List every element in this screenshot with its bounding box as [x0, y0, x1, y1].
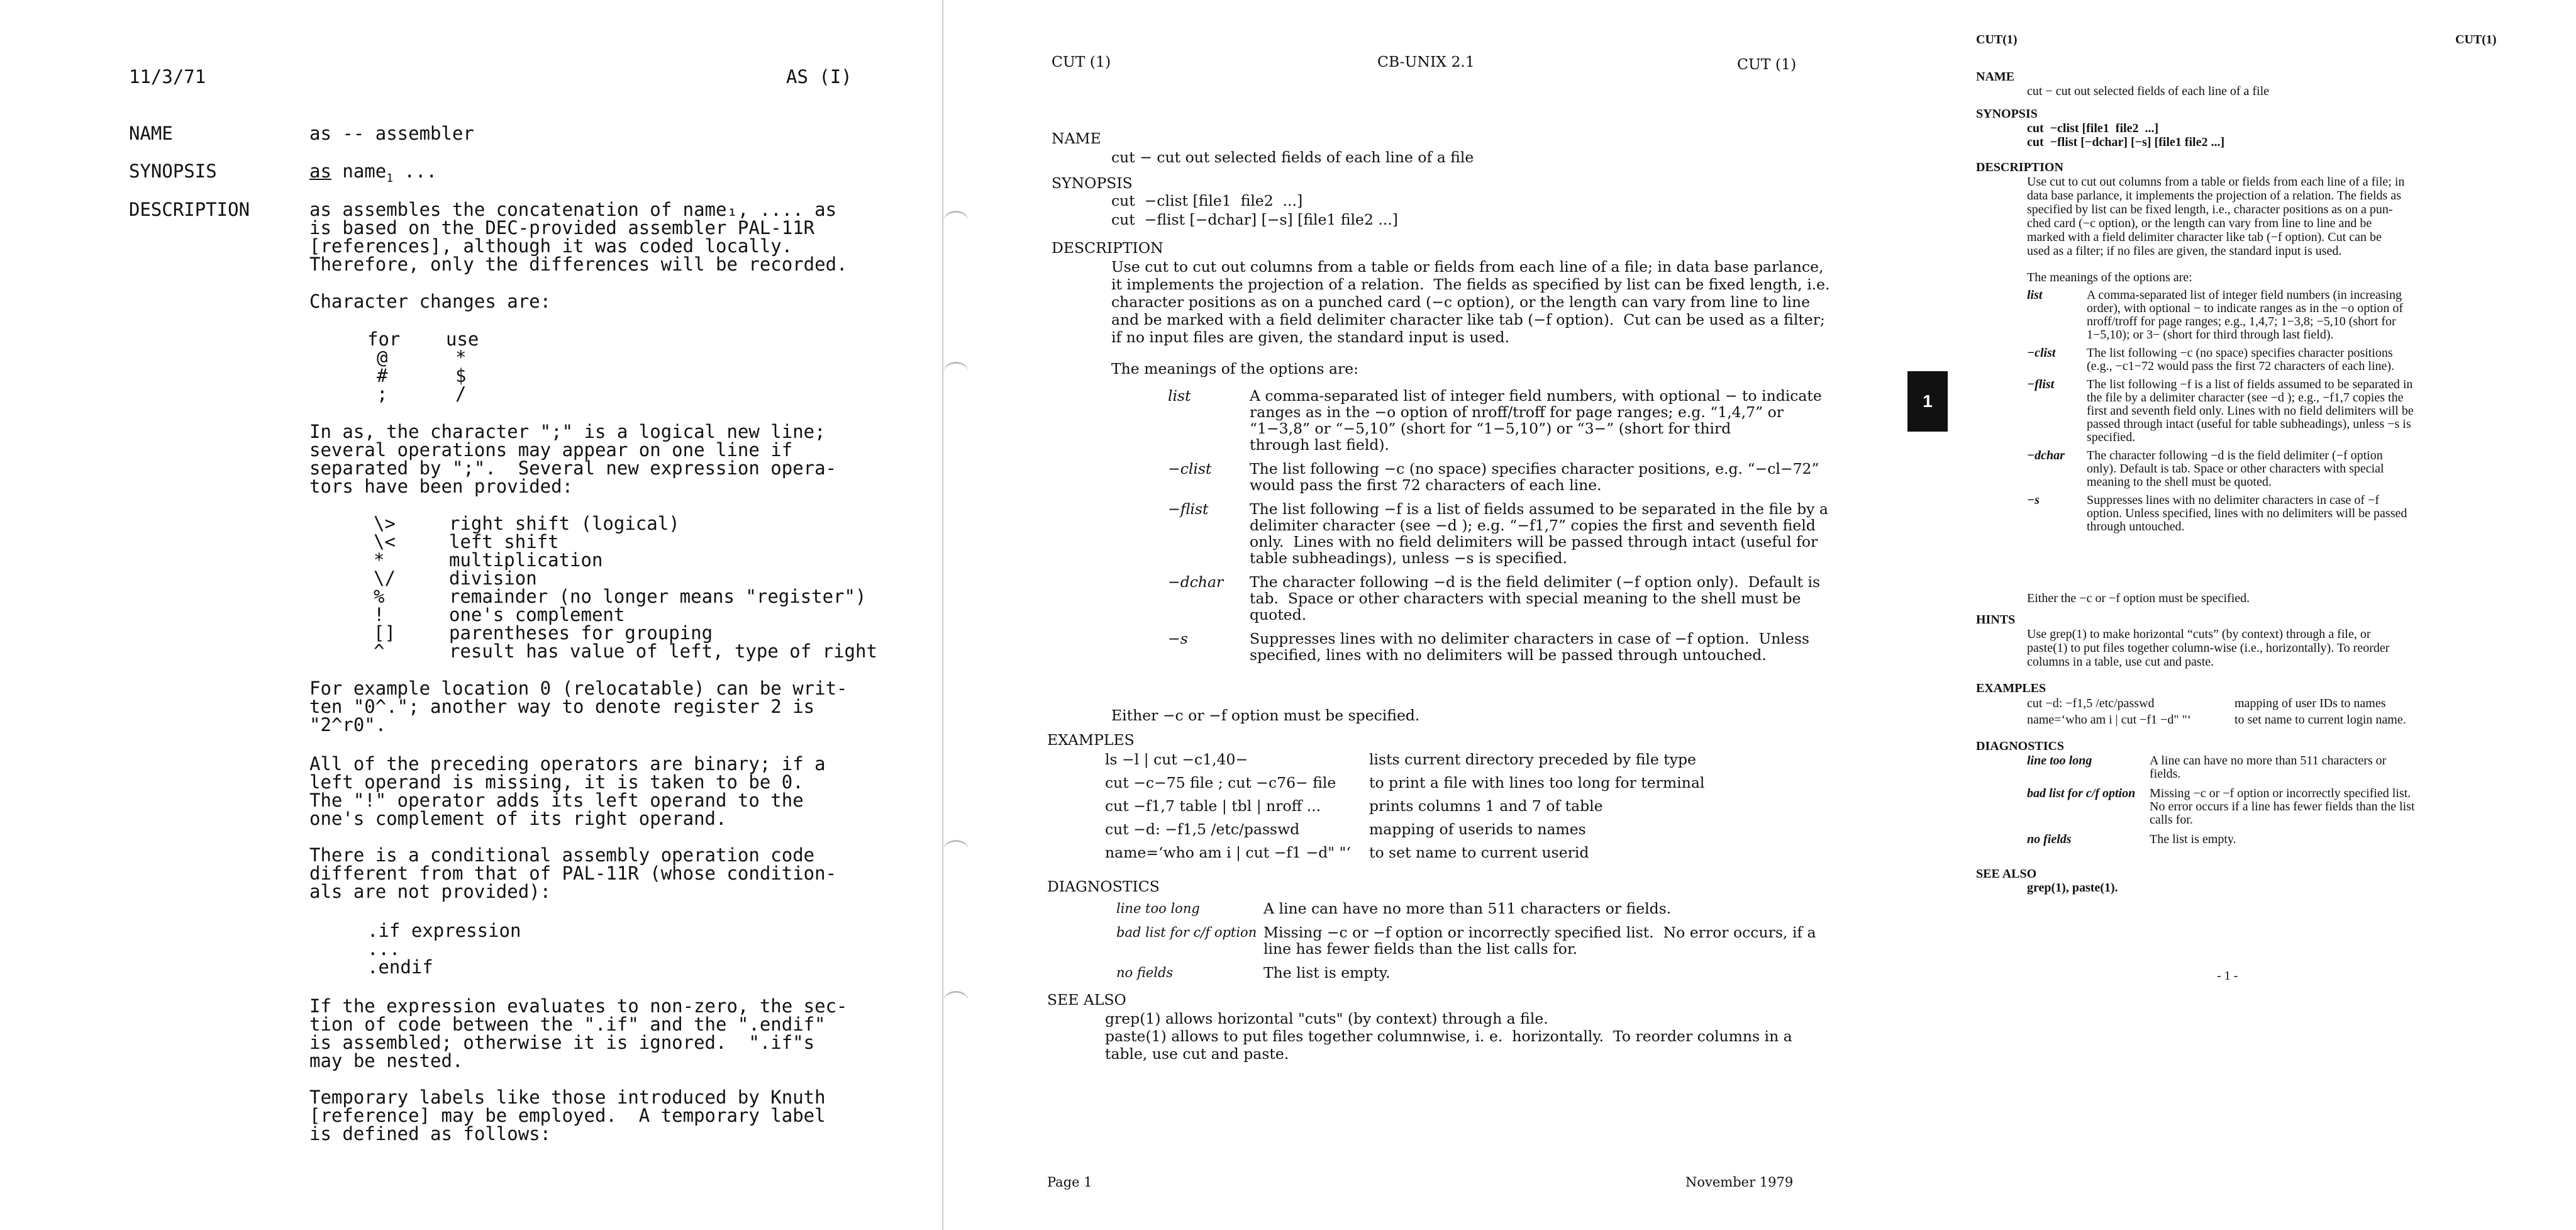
paragraph-line: tion of code between the ".if" and the ".endif" — [309, 1014, 826, 1035]
char-changes-text: Character changes are: — [309, 291, 552, 312]
option-line: only). Default is tab. Space or other characters with special — [2087, 462, 2384, 476]
option-line: specified, lines with no delimiters will be passed through untouched. — [1250, 646, 1767, 664]
for-cell: for — [367, 328, 401, 350]
synopsis-heading: SYNOPSIS — [1052, 174, 1133, 192]
footer-right: November 1979 — [1685, 1175, 1794, 1190]
operator-row — [367, 624, 931, 642]
paragraph-line: For example location 0 (relocatable) can be writ- — [309, 678, 848, 699]
paragraph-line: may be nested. — [309, 1050, 464, 1071]
header-left: CUT (1) — [1052, 53, 1111, 70]
example-description: to set name to current login name. — [2235, 713, 2406, 727]
paragraph-line: different from that of PAL-11R (whose condition- — [309, 863, 837, 884]
operator-symbol: ^ — [374, 640, 385, 662]
operator-symbol: \> — [374, 513, 396, 534]
example-description: mapping of userids to names — [1369, 820, 1586, 838]
header-center: CB-UNIX 2.1 — [1377, 53, 1475, 70]
meanings-text: The meanings of the options are: — [2027, 271, 2192, 284]
diagnostic-line: The list is empty. — [2150, 832, 2236, 846]
option-line: The character following −d is the field delimiter (−f option — [2087, 449, 2383, 462]
description-body — [309, 201, 848, 274]
diagnostic-term: line too long — [2027, 754, 2092, 768]
diagnostic-line: The list is empty. — [1263, 964, 1391, 981]
operator-row — [367, 533, 931, 551]
if-block-line: ... — [367, 938, 401, 959]
synopsis-heading: SYNOPSIS — [129, 160, 217, 182]
description-line: it implements the projection of a relation. The fields as specified by list can be fixed length, i.e. — [1111, 276, 1830, 293]
operator-row — [367, 551, 931, 569]
option-line: tab. Space or other characters with special meaning to the shell must be — [1250, 590, 1801, 607]
description-heading: DESCRIPTION — [1976, 160, 2063, 174]
paragraph-line: separated by ";". Several new expression opera- — [309, 457, 837, 479]
example-description: to set name to current userid — [1369, 844, 1589, 861]
example-description: to print a file with lines too long for terminal — [1369, 774, 1705, 791]
description-heading: DESCRIPTION — [1052, 239, 1163, 257]
see-also-line: table, use cut and paste. — [1105, 1045, 1289, 1063]
paragraph-line: In as, the character ";" is a logical new line; — [309, 421, 826, 442]
either-text: Either the −c or −f option must be specified. — [2027, 591, 2250, 605]
name-text: cut − cut out selected fields of each line of a file — [2027, 84, 2270, 98]
name-heading: NAME — [1052, 130, 1101, 147]
option-term: −dchar — [2027, 449, 2065, 462]
use-cell: * — [455, 347, 467, 368]
option-line: only. Lines with no field delimiters will be passed through intact (useful for — [1250, 533, 1818, 551]
option-line: The list following −c (no space) specifies character positions, e.g. “−cl−72” — [1250, 460, 1819, 478]
option-line: would pass the first 72 characters of each line. — [1250, 476, 1602, 494]
paragraph-line: tors have been provided: — [309, 476, 574, 497]
for-cell: @ — [377, 347, 388, 368]
description-line: is based on the DEC-provided assembler PAL-11R — [309, 217, 815, 238]
see-also-heading: SEE ALSO — [1976, 867, 2037, 881]
description-line: if no input files are given, the standard input is used. — [1111, 328, 1510, 346]
description-body — [2027, 175, 2404, 258]
diagnostic-term: no fields — [2027, 832, 2072, 846]
hints-line: Use grep(1) to make horizontal “cuts” (by context) through a file, or — [2027, 627, 2371, 641]
meanings-text: The meanings of the options are: — [1111, 360, 1359, 377]
for-use-row — [367, 367, 531, 385]
operator-symbol: \/ — [374, 567, 396, 589]
operator-symbol: % — [374, 586, 385, 607]
option-line: option. Unless specified, lines with no delimiters will be passed — [2087, 506, 2407, 520]
diagnostic-line: calls for. — [2150, 813, 2193, 827]
operator-symbol: [] — [374, 622, 396, 644]
example-command: ls −l | cut −c1,40− — [1105, 751, 1248, 768]
if-block — [367, 922, 521, 976]
example-paragraph — [309, 679, 848, 734]
examples-table — [2027, 696, 2505, 734]
option-line: order), with optional − to indicate ranges as in the −o option of — [2087, 301, 2403, 315]
description-line: Therefore, only the differences will be recorded. — [309, 254, 848, 275]
option-term: list — [2027, 288, 2043, 302]
description-line: [references], although it was coded locally. — [309, 235, 793, 257]
diagnostic-term: bad list for c/f option — [2027, 786, 2136, 800]
description-line: Use cut to cut out columns from a table or fields from each line of a file; in — [2027, 175, 2405, 189]
paragraph-line: left operand is missing, it is taken to be 0. — [309, 771, 804, 793]
operator-row — [367, 642, 931, 661]
page-title: AS (I) — [786, 66, 852, 87]
diagnostics-heading: DIAGNOSTICS — [1047, 878, 1160, 895]
page-cut-typeset — [1846, 0, 2576, 1230]
option-line: specified. — [2087, 430, 2136, 444]
operator-row — [367, 569, 931, 588]
name-text: cut − cut out selected fields of each line of a file — [1111, 148, 1474, 166]
diagnostic-term: no fields — [1116, 965, 1174, 980]
example-command: name=‘who am i | cut −f1 −d" "‘ — [1105, 844, 1351, 861]
synopsis-2: cut −flist [−dchar] [−s] [file1 file2 ...] — [1111, 211, 1398, 228]
option-line: through untouched. — [2087, 520, 2185, 534]
diagnostic-line: A line can have no more than 511 characters or fields. — [1263, 900, 1672, 917]
for-use-row — [367, 385, 531, 403]
name-text: as -- assembler — [309, 123, 474, 144]
option-term: −flist — [1168, 500, 1209, 518]
paragraph-line: There is a conditional assembly operation code — [309, 844, 815, 866]
operator-desc: result has value of left, type of right — [449, 640, 877, 662]
operator-desc: right shift (logical) — [449, 513, 680, 534]
header-left: CUT(1) — [1976, 33, 2018, 47]
diagnostic-line: fields. — [2150, 767, 2181, 781]
for-use-row — [367, 349, 531, 367]
diagnostic-line: Missing −c or −f option or incorrectly specified list. No error occurs, if a — [1263, 924, 1816, 941]
header-right: CUT(1) — [2455, 33, 2497, 47]
paragraph-line: The "!" operator adds its left operand to the — [309, 790, 804, 811]
operator-symbol: \< — [374, 531, 396, 552]
paragraph-line: If the expression evaluates to non-zero, the sec- — [309, 995, 848, 1017]
operator-desc: left shift — [449, 531, 559, 552]
diagnostic-line: A line can have no more than 511 characters or — [2150, 754, 2387, 768]
hints-line: columns in a table, use cut and paste. — [2027, 655, 2214, 669]
option-term: −clist — [1168, 460, 1212, 478]
see-also-line: paste(1) allows to put files together columnwise, i. e. horizontally. To reorder columns in a — [1105, 1027, 1792, 1045]
operator-row — [367, 606, 931, 624]
option-line: ranges as in the −o option of nroff/troff for page ranges; e.g. “1,4,7” or — [1250, 403, 1784, 421]
example-command: cut −d: −f1,5 /etc/passwd — [1105, 820, 1300, 838]
option-term: list — [1168, 387, 1191, 405]
operator-desc: one's complement — [449, 604, 625, 625]
diagnostic-line: Missing −c or −f option or incorrectly specified list. — [2150, 786, 2411, 800]
synopsis-1: cut −clist [file1 file2 ...] — [2027, 121, 2159, 135]
operator-desc: remainder (no longer means "register") — [449, 586, 867, 607]
paragraph-line: Temporary labels like those introduced by Knuth — [309, 1087, 826, 1108]
operator-desc: parentheses for grouping — [449, 622, 713, 644]
if-block-line: .endif — [367, 956, 433, 978]
conditional-paragraph — [309, 846, 836, 901]
option-term: −flist — [2027, 377, 2055, 391]
option-line: Suppresses lines with no delimiter characters in case of −f option. Unless — [1250, 630, 1809, 647]
either-text: Either −c or −f option must be specified. — [1111, 707, 1420, 724]
example-command: name=‘who am i | cut −f1 −d" "‘ — [2027, 713, 2192, 727]
examples-table — [1105, 751, 1797, 889]
paragraph-line: one's complement of its right operand. — [309, 808, 727, 829]
example-description: lists current directory preceded by file type — [1369, 751, 1696, 768]
see-also-body — [1105, 1010, 1792, 1063]
description-line: specified by list can be fixed length, i.e., character positions as on a pun- — [2027, 203, 2393, 216]
option-line: quoted. — [1250, 606, 1307, 623]
description-line: as assembles the concatenation of name₁, .... as — [309, 199, 837, 220]
page-date: 11/3/71 — [129, 66, 206, 87]
diagnostics-heading: DIAGNOSTICS — [1976, 739, 2065, 753]
diagnostic-term: bad list for c/f option — [1116, 925, 1257, 940]
page-cut-cbunix — [942, 0, 1843, 1230]
diagnostic-term: line too long — [1116, 901, 1200, 916]
paragraph-line: is assembled; otherwise it is ignored. ".if"s — [309, 1032, 815, 1053]
synopsis-heading: SYNOPSIS — [1976, 107, 2038, 121]
option-term: −dchar — [1168, 573, 1224, 591]
see-also-line: grep(1) allows horizontal "cuts" (by context) through a file. — [1105, 1010, 1548, 1027]
option-line: nroff/troff for page ranges; e.g., 1,4,7; 1−3,8; −5,10 (short for — [2087, 315, 2396, 328]
header-right: CUT (1) — [1737, 55, 1797, 73]
operator-symbol: ! — [374, 604, 385, 625]
option-line: The character following −d is the field delimiter (−f option only). Default is — [1250, 573, 1821, 591]
paragraph-line: several operations may appear on one line if — [309, 439, 793, 461]
footer-left: Page 1 — [1047, 1175, 1092, 1190]
use-cell: use — [446, 328, 479, 350]
expression-paragraph — [309, 997, 848, 1070]
option-term: −s — [1168, 630, 1188, 647]
description-body — [1111, 258, 1830, 346]
option-line: passed through intact (useful for table subheadings), unless −s is — [2087, 417, 2411, 431]
option-line: the file by a delimiter character (see −d ); e.g., −f1,7 copies the — [2087, 391, 2404, 405]
option-line: (e.g., −c1−72 would pass the first 72 characters of each line). — [2087, 359, 2395, 373]
description-line: Use cut to cut out columns from a table or fields from each line of a file; in data base parlance, — [1111, 258, 1824, 276]
newline-paragraph — [309, 423, 836, 496]
description-line: data base parlance, it implements the projection of a relation. The fields as — [2027, 189, 2401, 203]
use-cell: / — [455, 383, 467, 405]
option-line: Suppresses lines with no delimiter characters in case of −f — [2087, 493, 2380, 507]
for-cell: # — [377, 365, 388, 386]
examples-heading: EXAMPLES — [1976, 681, 2046, 695]
description-line: character positions as on a punched card (−c option), or the length can vary from line to line — [1111, 293, 1811, 311]
paragraph-line: [reference] may be employed. A temporary label — [309, 1105, 826, 1126]
option-line: meaning to the shell must be quoted. — [2087, 475, 2272, 489]
name-heading: NAME — [1976, 70, 2015, 84]
hints-line: paste(1) to put files together column-wise (i.e., horizontally). To reorder — [2027, 641, 2390, 655]
binary-paragraph — [309, 755, 826, 828]
option-line: A comma-separated list of integer field numbers (in increasing — [2087, 288, 2402, 302]
synopsis-2: cut −flist [−dchar] [−s] [file1 file2 ...] — [2027, 135, 2225, 149]
description-heading: DESCRIPTION — [129, 199, 250, 220]
option-line: table subheadings), unless −s is specified. — [1250, 549, 1567, 567]
operator-symbol: * — [374, 549, 385, 571]
description-line: and be marked with a field delimiter character like tab (−f option). Cut can be used as a filter; — [1111, 311, 1825, 328]
paragraph-line: "2^r0". — [309, 714, 387, 735]
diagnostic-line: No error occurs if a line has fewer fields than the list — [2150, 800, 2415, 813]
synopsis-1: cut −clist [file1 file2 ...] — [1111, 192, 1303, 210]
hints-heading: HINTS — [1976, 613, 2016, 627]
examples-heading: EXAMPLES — [1047, 731, 1135, 749]
paragraph-line: ten "0^."; another way to denote register 2 is — [309, 696, 815, 717]
diagnostics-list — [2027, 754, 2505, 867]
for-use-header — [367, 330, 531, 349]
diagnostics-list — [1105, 900, 1816, 994]
hints-body — [2027, 627, 2389, 669]
example-command: cut −d: −f1,5 /etc/passwd — [2027, 696, 2155, 710]
example-command: cut −f1,7 table | tbl | nroff ... — [1105, 797, 1321, 815]
example-command: cut −c−75 file ; cut −c76− file — [1105, 774, 1336, 791]
operator-row — [367, 588, 931, 606]
temporary-labels-paragraph — [309, 1088, 826, 1143]
footer-page-number: - 1 - — [2217, 969, 2238, 983]
for-cell: ; — [377, 383, 388, 405]
page-as-assembler — [0, 0, 931, 1230]
operator-row — [367, 515, 931, 533]
option-line: first and seventh field only. Lines with no field delimiters will be — [2087, 404, 2414, 418]
option-line: A comma-separated list of integer field numbers, with optional − to indicate — [1250, 387, 1822, 405]
use-cell: $ — [455, 365, 467, 386]
option-line: “1−3,8” or “−5,10” (short for “1−5,10”) or “3−” (short for third — [1250, 420, 1731, 437]
paragraph-line: All of the preceding operators are binary; if a — [309, 753, 826, 774]
name-heading: NAME — [129, 123, 173, 144]
paragraph-line: is defined as follows: — [309, 1123, 552, 1144]
example-description: mapping of user IDs to names — [2235, 696, 2386, 710]
option-line: 1−5,10); or 3− (short for third through last field). — [2087, 328, 2334, 342]
description-line: ched card (−c option), or the length can vary from line to line and be — [2027, 216, 2372, 230]
option-line: The list following −c (no space) specifies character positions — [2087, 346, 2393, 360]
paragraph-line: als are not provided): — [309, 881, 552, 902]
if-block-line: .if expression — [367, 920, 521, 941]
section-badge: 1 — [1907, 371, 1948, 432]
operator-desc: division — [449, 567, 537, 589]
for-use-table — [367, 330, 531, 403]
description-line: used as a filter; if no files are given, the standard input is used. — [2027, 244, 2342, 258]
option-line: delimiter character (see −d ); e.g. “−f1,7” copies the first and seventh field — [1250, 517, 1816, 534]
see-also-heading: SEE ALSO — [1047, 991, 1126, 1009]
option-line: through last field). — [1250, 436, 1390, 454]
option-term: −s — [2027, 493, 2040, 507]
example-description: prints columns 1 and 7 of table — [1369, 797, 1603, 815]
options-list — [2027, 288, 2505, 590]
description-line: marked with a field delimiter character like tab (−f option). Cut can be — [2027, 230, 2382, 244]
option-line: The list following −f is a list of fields assumed to be separated in the file by a — [1250, 500, 1828, 518]
option-line: The list following −f is a list of fields assumed to be separated in — [2087, 377, 2413, 391]
see-also-text: grep(1), paste(1). — [2027, 881, 2118, 895]
operator-desc: multiplication — [449, 549, 603, 571]
diagnostic-line: line has fewer fields than the list calls for. — [1263, 940, 1578, 958]
option-term: −clist — [2027, 346, 2056, 360]
synopsis-line: as name$_1$ ... — [309, 160, 437, 185]
operators-table — [367, 515, 931, 661]
